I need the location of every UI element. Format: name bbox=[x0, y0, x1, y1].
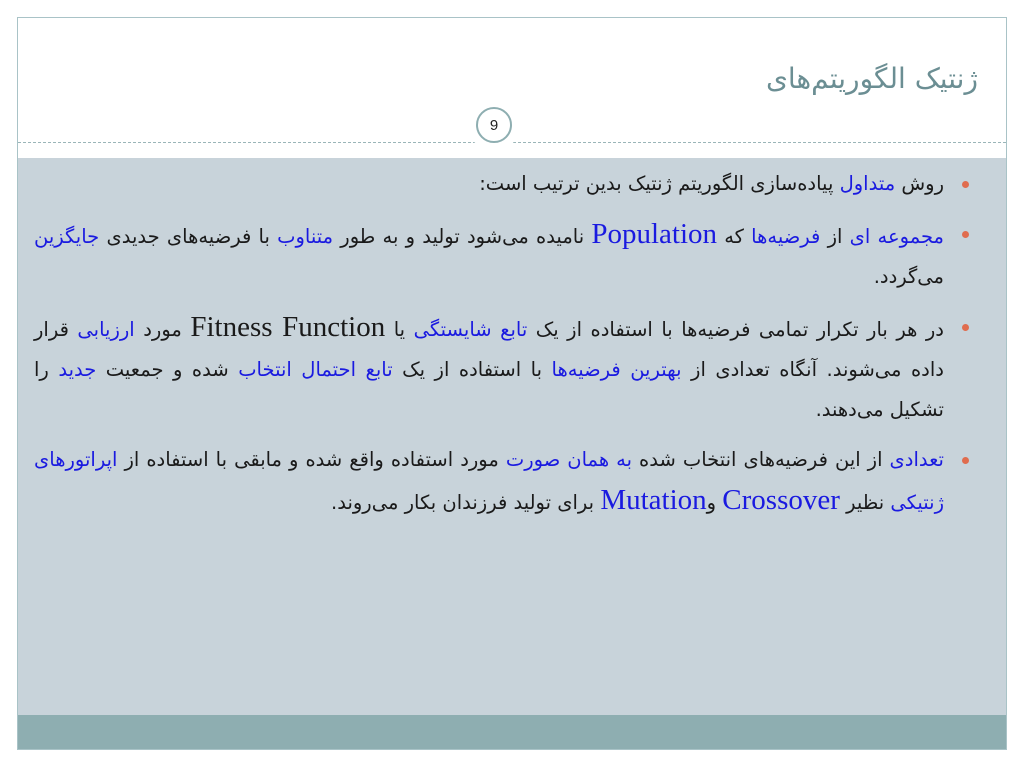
bullet-text: از bbox=[820, 225, 850, 248]
bullet-text: می‌گردد. bbox=[873, 265, 944, 288]
bullet-marker-icon bbox=[962, 324, 969, 331]
bullet-text: نامیده می‌شود تولید و به طور bbox=[333, 225, 592, 248]
highlighted-term: Population bbox=[591, 218, 718, 250]
bullet-text: با فرضیه‌های جدیدی bbox=[99, 225, 278, 248]
bullet-item bbox=[34, 440, 974, 523]
bullet-text: یا bbox=[385, 318, 414, 341]
bullet-text: را تشکیل می‌دهند. bbox=[34, 358, 944, 421]
highlighted-term: جدید bbox=[58, 358, 97, 381]
bullet-text: مورد bbox=[134, 318, 191, 341]
highlighted-term: مجموعه ای bbox=[849, 225, 944, 248]
highlighted-term: ارزیابی bbox=[77, 318, 135, 341]
bullet-text: Fitness Function bbox=[190, 311, 386, 343]
bullet-text: که bbox=[717, 225, 752, 248]
bullet-text: و bbox=[706, 491, 723, 514]
bullet-text: از این فرضیه‌های انتخاب شده bbox=[632, 448, 890, 471]
bullet-text: مورد استفاده واقع شده و مابقی با استفاده از bbox=[117, 448, 506, 471]
slide-title: ژنتیک الگوریتم‌های bbox=[765, 62, 978, 95]
highlighted-term: متناوب bbox=[277, 225, 334, 248]
page-number: 9 bbox=[476, 107, 512, 143]
bullet-text: شده و جمعیت bbox=[96, 358, 239, 381]
bullet-item bbox=[34, 214, 974, 297]
highlighted-term: تابع احتمال انتخاب bbox=[238, 358, 393, 381]
highlighted-term: بهترین فرضیه‌ها bbox=[551, 358, 682, 381]
bullet-marker-icon bbox=[962, 457, 969, 464]
highlighted-term: به همان صورت bbox=[505, 448, 633, 471]
bullet-text: برای تولید فرزندان بکار می‌روند. bbox=[331, 491, 601, 514]
bullet-text: روش bbox=[895, 172, 944, 195]
highlighted-term: Crossover bbox=[722, 484, 840, 516]
bullet-list bbox=[34, 164, 974, 533]
highlighted-term: Mutation bbox=[600, 484, 707, 516]
highlighted-term: اپراتورهای ژنتیکی bbox=[34, 448, 944, 514]
bullet-item bbox=[34, 164, 974, 204]
highlighted-term: تعدادی bbox=[889, 448, 944, 471]
page-number-badge bbox=[468, 99, 520, 151]
highlighted-term: تابع شایستگی bbox=[413, 318, 528, 341]
bullet-text: در هر بار تکرار تمامی فرضیه‌ها با استفاده از یک bbox=[527, 318, 944, 341]
highlighted-term: فرضیه‌ها bbox=[751, 225, 821, 248]
bullet-item bbox=[34, 307, 974, 430]
footer-bar bbox=[18, 715, 1006, 749]
bullet-text: با استفاده از یک bbox=[392, 358, 552, 381]
bullet-text: قرار داده می‌شوند. آنگاه تعدادی از bbox=[34, 318, 944, 381]
highlighted-term: متداول bbox=[839, 172, 896, 195]
bullet-text: نظیر bbox=[839, 491, 891, 514]
bullet-marker-icon bbox=[962, 181, 969, 188]
bullet-text: پیاده‌سازی الگوریتم ژنتیک بدین ترتیب است: bbox=[479, 172, 840, 195]
bullet-marker-icon bbox=[962, 231, 969, 238]
highlighted-term: جایگزین bbox=[34, 225, 100, 248]
